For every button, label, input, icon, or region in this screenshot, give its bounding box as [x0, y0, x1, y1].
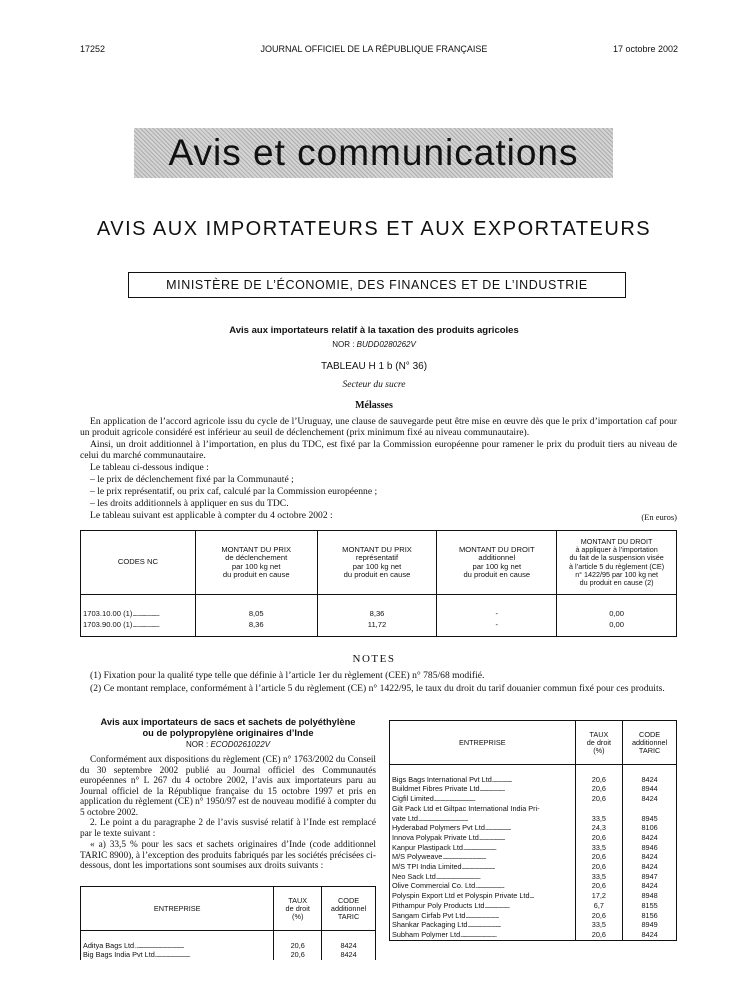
column-header: MONTANT DU DROIT à appliquer à l’importation du fait de la suspension visée à l’article 5 du règlement (CE) n° 1422/95 par 100 kg net du produit en cause (2): [557, 531, 677, 595]
table-row: [390, 862, 677, 872]
company-name: Pithampur Poly Products Ltd........................: [390, 901, 576, 911]
company-name: Gilt Pack Ltd et Giltpac International India Pri-: [390, 804, 576, 814]
table-row: [390, 852, 677, 862]
duty-rate: 33,5: [575, 814, 623, 824]
table-row: [390, 843, 677, 853]
table-label: TABLEAU H 1 b (N° 36): [320, 361, 428, 372]
column-header: MONTANT DU PRIX de déclenchement par 100 kg net du produit en cause: [195, 531, 317, 595]
paragraph-1: En application de l’accord agricole issu du cycle de l’Uruguay, une clause de sauvegarde peut être mise en œuvre dès que le prix d’importation caf pour un produit agricole considéré est inférieur au seuil de déclenchement (prix minimum fixé au niveau communautaire).: [80, 416, 677, 439]
table-cell: 8,36: [195, 620, 317, 637]
table-cell: 11,72: [317, 620, 437, 637]
notice2-title: [80, 717, 376, 738]
notice2-title-line: Avis aux importateurs de sacs et sachets de polyéthylène: [100, 717, 356, 727]
duty-rate: 20,6: [575, 911, 623, 921]
table-cell: 1703.90.00 (1)........................: [81, 620, 196, 637]
company-name: Polyspin Export Ltd et Polyspin Private Ltd....: [390, 891, 576, 901]
duty-rate: 6,7: [575, 901, 623, 911]
taric-code: 8424: [623, 930, 677, 940]
paragraph-3: Le tableau ci-dessous indique :: [90, 462, 209, 473]
taric-code: 8424: [623, 775, 677, 785]
taric-code: 8948: [623, 891, 677, 901]
sector-label: Secteur du sucre: [342, 380, 406, 390]
table-header-row: [81, 887, 376, 931]
table-row: [81, 941, 376, 951]
taric-code: 8946: [623, 843, 677, 853]
ministry-name: MINISTÈRE DE L’ÉCONOMIE, DES FINANCES ET DE L’INDUSTRIE: [166, 278, 588, 292]
company-name: M/S TPI India Limited................................: [390, 862, 576, 872]
column-header: CODE additionnel TARIC: [322, 887, 376, 931]
notice2-paragraph-2: 2. Le point a du paragraphe 2 de l’avis susvisé relatif à l’Inde est remplacé par le texte suivant :: [80, 818, 376, 839]
table-header-row: [81, 531, 677, 595]
table-row: [390, 775, 677, 785]
table-row: [390, 794, 677, 804]
paragraph-4: Le tableau suivant est applicable à compter du 4 octobre 2002 :: [90, 510, 333, 521]
table-row: [390, 814, 677, 824]
table-cell: 0,00: [557, 620, 677, 637]
product-label: Mélasses: [355, 400, 393, 411]
company-name: M/S Polyweave..........................................: [390, 852, 576, 862]
ministry-box: [128, 272, 626, 298]
nor-code: BUDD0280262V: [356, 340, 416, 349]
notice2-nor: [80, 740, 376, 749]
duty-rate: 20,6: [575, 833, 623, 843]
taric-code: 8424: [623, 852, 677, 862]
column-header: MONTANT DU PRIX représentatif par 100 kg net du produit en cause: [317, 531, 437, 595]
table-row: [81, 609, 677, 620]
company-name: Neo Sack Ltd...........................................: [390, 872, 576, 882]
company-name: Bigs Bags International Pvt Ltd...................: [390, 775, 576, 785]
table-spacer-row: [390, 765, 677, 775]
taric-code: 8424: [623, 833, 677, 843]
taric-code: 8155: [623, 901, 677, 911]
nor-code: ECOD0261022V: [210, 740, 271, 749]
banner-title: Avis et communications: [168, 132, 579, 173]
duty-rate: 20,6: [274, 941, 322, 951]
table-row: [81, 620, 677, 637]
duty-rate: 20,6: [575, 775, 623, 785]
notice2-paragraph-3: « a) 33,5 % pour les sacs et sachets originaires d’Inde (code additionnel TARIC 8900), à l’exception des produits fabriqués par les sociétés précisées ci-dessous, dont les importations sont soumises aux droits suivants :: [80, 840, 376, 872]
table-row: [390, 901, 677, 911]
column-header: ENTREPRISE: [390, 721, 576, 765]
notice-title: Avis aux importateurs relatif à la taxation des produits agricoles: [229, 325, 519, 336]
duty-rate: 20,6: [575, 784, 623, 794]
company-name: Cigfil Limited........................................: [390, 794, 576, 804]
issue-date: 17 octobre 2002: [612, 44, 678, 54]
table-row: [390, 823, 677, 833]
note-2: (2) Ce montant remplace, conformément à l’article 5 du règlement (CE) n° 1422/95, le taux du droit du tarif douanier commun fixé pour ces produits.: [90, 683, 665, 694]
page-number: 17252: [80, 44, 106, 54]
company-name: vate Ltd................................................: [390, 814, 576, 824]
table-row: [390, 804, 677, 814]
list-item: – le prix de déclenchement fixé par la Communauté ;: [90, 474, 294, 485]
taric-code: 8947: [623, 872, 677, 882]
duty-rate: 33,5: [575, 872, 623, 882]
company-name: Buildmet Fibres Private Ltd........................: [390, 784, 576, 794]
list-item: – les droits additionnels à appliquer en sus du TDC.: [90, 498, 289, 509]
taric-code: 8949: [623, 920, 677, 930]
column-header: CODES NC: [81, 531, 196, 595]
table-row: [390, 930, 677, 940]
company-name: Olive Commercial Co. Ltd............................: [390, 881, 576, 891]
table-cell: -: [437, 620, 557, 637]
taric-code: 8945: [623, 814, 677, 824]
table-cell: 1703.10.00 (1)........................: [81, 609, 196, 620]
company-name: Big Bags India Pvt Ltd..................................: [81, 950, 274, 960]
table-row: [390, 784, 677, 794]
company-table-left: [80, 886, 376, 960]
table-row: [390, 920, 677, 930]
table-header-row: [390, 721, 677, 765]
nor-label: NOR :: [185, 740, 209, 749]
taric-code: 8424: [623, 794, 677, 804]
table-cell: -: [437, 609, 557, 620]
notice2-title-line: ou de polypropylène originaires d’Inde: [142, 727, 314, 738]
duty-rate: 24,3: [575, 823, 623, 833]
notice-nor: [0, 340, 748, 349]
company-name: Aditya Bags Ltd...............................................: [81, 941, 274, 951]
column-header: MONTANT DU DROIT additionnel par 100 kg net du produit en cause: [437, 531, 557, 595]
company-table-right: [389, 720, 677, 941]
price-table: [80, 530, 677, 637]
duty-rate: 20,6: [575, 862, 623, 872]
table-row: [390, 881, 677, 891]
taric-code: 8156: [623, 911, 677, 921]
table-row: [390, 911, 677, 921]
column-header: TAUX de droit (%): [575, 721, 623, 765]
duty-rate: 20,6: [575, 881, 623, 891]
note-1: (1) Fixation pour la qualité type telle que définie à l’article 1er du règlement (CEE) n° 785/68 modifié.: [90, 670, 485, 681]
notice2-paragraph-1: Conformément aux dispositions du règlement (CE) n° 1763/2002 du Conseil du 30 septembre 2002 publié au Journal officiel des Communautés européennes n° L 267 du 4 octobre 2002, l’avis aux importateurs paru au Journal officiel de la République française du 15 octobre 1997 et pris en application du règlement (CE) n° 1950/97 est de nouveau modifié à compter du 5 octobre 2002.: [80, 755, 376, 818]
currency-note: (En euros): [641, 512, 677, 522]
taric-code: 8106: [623, 823, 677, 833]
journal-title: JOURNAL OFFICIEL DE LA RÉPUBLIQUE FRANÇAISE: [260, 44, 488, 54]
duty-rate: 20,6: [575, 794, 623, 804]
duty-rate: 33,5: [575, 920, 623, 930]
table-spacer-row: [81, 595, 677, 610]
table-cell: 8,36: [317, 609, 437, 620]
taric-code: [623, 804, 677, 814]
company-name: Sangam Cirfab Pvt Ltd................................: [390, 911, 576, 921]
section-banner: [134, 128, 613, 178]
taric-code: 8424: [322, 950, 376, 960]
table-row: [390, 872, 677, 882]
table-row: [390, 891, 677, 901]
company-name: Subham Polymer Ltd...................................: [390, 930, 576, 940]
company-name: Shankar Packaging Ltd................................: [390, 920, 576, 930]
column-header: CODE additionnel TARIC: [623, 721, 677, 765]
section-title: AVIS AUX IMPORTATEURS ET AUX EXPORTATEURS: [96, 218, 652, 240]
paragraph-2: Ainsi, un droit additionnel à l’importation, en plus du TDC, est fixé par la Commission européenne pour ramener le prix du produit tiers au niveau de celui du marché communautaire.: [80, 439, 677, 462]
duty-rate: [575, 804, 623, 814]
table-row: [390, 833, 677, 843]
column-header: ENTREPRISE: [81, 887, 274, 931]
company-name: Innova Polypak Private Ltd.........................: [390, 833, 576, 843]
duty-rate: 20,6: [274, 950, 322, 960]
table-cell: 8,05: [195, 609, 317, 620]
company-name: Kanpur Plastipack Ltd................................: [390, 843, 576, 853]
taric-code: 8424: [322, 941, 376, 951]
taric-code: 8944: [623, 784, 677, 794]
table-spacer-row: [81, 931, 376, 941]
notes-title: NOTES: [352, 653, 396, 665]
company-name: Hyderabad Polymers Pvt Ltd.........................: [390, 823, 576, 833]
table-cell: 0,00: [557, 609, 677, 620]
table-row: [81, 950, 376, 960]
duty-rate: 20,6: [575, 930, 623, 940]
list-item: – le prix représentatif, ou prix caf, calculé par la Commission européenne ;: [90, 486, 378, 497]
taric-code: 8424: [623, 881, 677, 891]
taric-code: 8424: [623, 862, 677, 872]
duty-rate: 33,5: [575, 843, 623, 853]
column-header: TAUX de droit (%): [274, 887, 322, 931]
duty-rate: 20,6: [575, 852, 623, 862]
nor-label: NOR :: [332, 340, 355, 349]
duty-rate: 17,2: [575, 891, 623, 901]
